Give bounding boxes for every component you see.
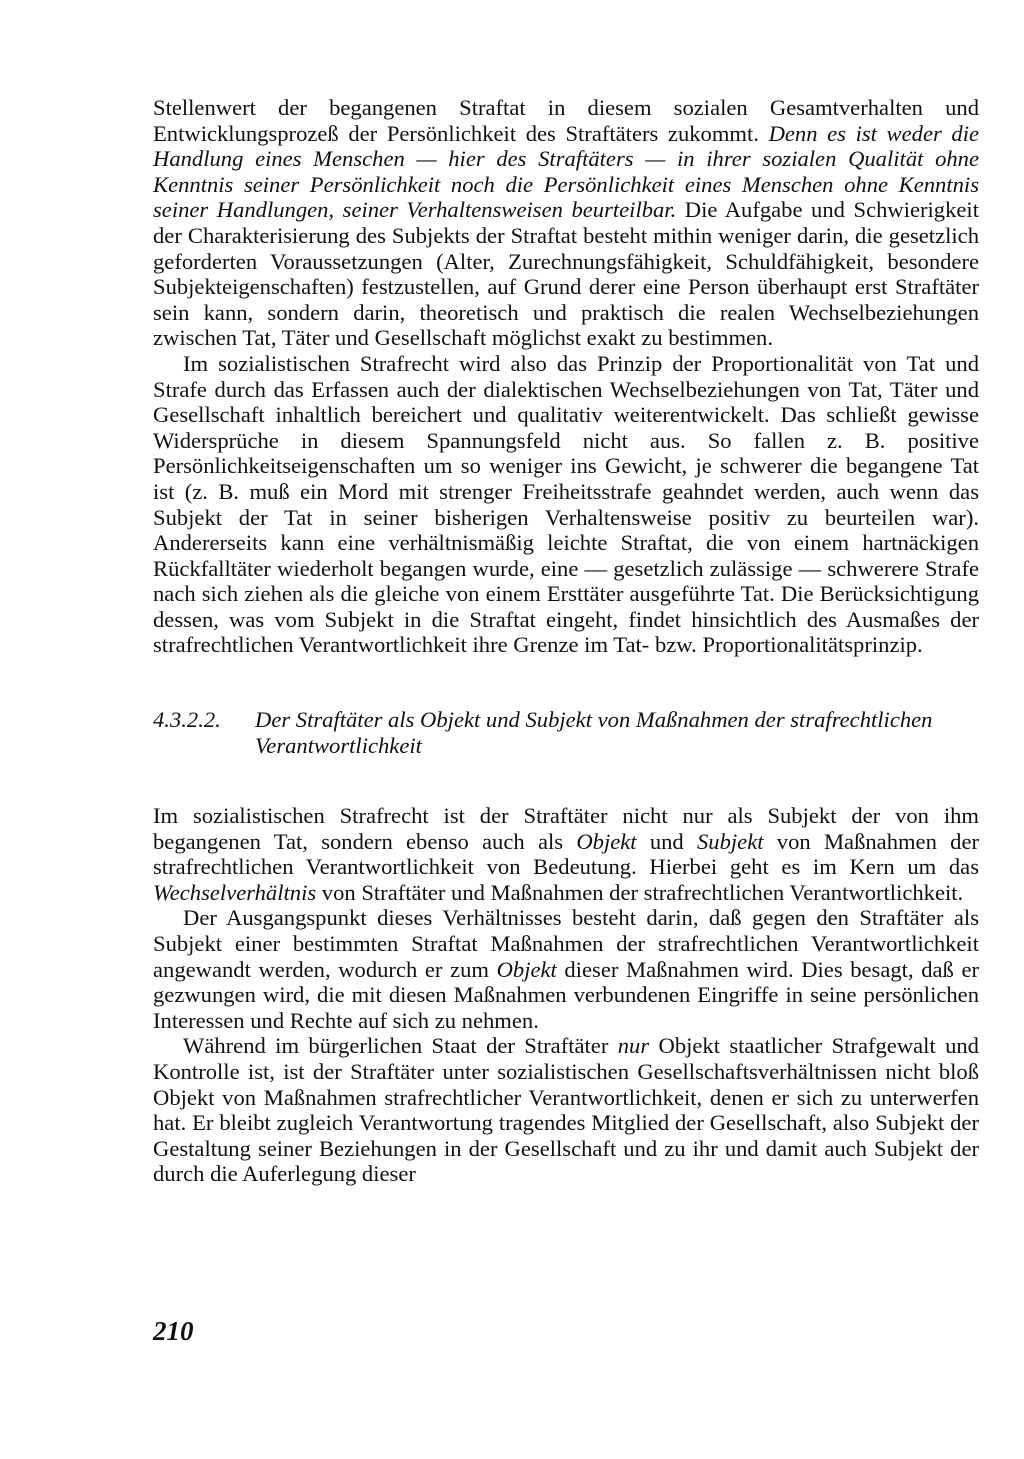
text-run: Stellenwert der begangenen Straftat in diesem sozialen Gesamtverhalten und Entwicklungsprozeß der Persönlichkeit des Straftäters zukommt. bbox=[153, 95, 979, 146]
paragraph-p3 bbox=[153, 803, 979, 905]
text-run: von Straftäter und Maßnahmen der strafrechtlichen Verantwortlichkeit. bbox=[316, 879, 964, 905]
emphasis-text: Denn es ist weder die Handlung eines Menschen — hier des Straftäters — in ihrer sozialen Qualität ohne Kenntnis seiner Persönlichkeit noch die Persönlichkeit eines Menschen ohne Kenntnis seiner Handlungen, seiner Verhaltensweisen beurteilbar. bbox=[153, 120, 979, 223]
paragraph-p5 bbox=[153, 1033, 979, 1187]
text-run: Objekt staatlicher Strafgewalt und Kontrolle ist, ist der Straftäter unter sozialistischen Gesellschaftsverhältnissen nicht bloß Objekt von Maßnahmen strafrechtlicher Verantwortlichkeit, denen er sich zu unterwerfen hat. Er bleibt zugleich Verantwortung tragendes Mitglied der Gesellschaft, also Subjekt der Gestaltung seiner Beziehungen in der Gesellschaft und zu ihr und damit auch Subjekt der durch die Auferlegung dieser bbox=[153, 1033, 979, 1187]
text-run: dieser Maßnahmen wird. Dies besagt, daß er gezwungen wird, die mit diesen Maßnahmen verbundenen Eingriffe in seine persönlichen Interessen und Rechte auf sich zu nehmen. bbox=[153, 956, 979, 1033]
text-run: Während im bürgerlichen Staat der Straftäter bbox=[183, 1033, 618, 1059]
text-run: Im sozialistischen Strafrecht wird also das Prinzip der Proportionalität von Tat und Strafe durch das Erfassen auch der dialektischen Wechselbeziehungen von Tat, Täter und Gesellschaft inhaltlich bereichert und qualitativ weiterentwickelt. Das schließt gewisse Widersprüche in diesem Spannungsfeld nicht aus. So fallen z. B. positive Persönlichkeitseigenschaften um so weniger ins Gewicht, je schwerer die begangene Tat ist (z. B. muß ein Mord mit strenger Freiheitsstrafe geahndet werden, auch wenn das Subjekt der Tat in seiner bisherigen Verhaltensweise positiv zu beurteilen war). Andererseits kann eine verhältnismäßig leichte Straftat, die von einem hartnäckigen Rückfalltäter wiederholt begangen wurde, eine — gesetzlich zulässige — schwerere Strafe nach sich ziehen als die gleiche von einem Ersttäter ausgeführte Tat. Die Berücksichtigung dessen, was vom Subjekt in die Straftat eingeht, findet hinsichtlich des Ausmaßes der strafrechtlichen Verantwortlichkeit ihre Grenze im Tat- bzw. Proportionalitätsprinzip. bbox=[153, 350, 979, 658]
paragraph-p4 bbox=[153, 905, 979, 1033]
book-page bbox=[153, 95, 979, 1187]
section-title: Der Straftäter als Objekt und Subjekt von Maßnahmen der strafrechtlichen Verantwortlichkeit bbox=[255, 707, 933, 759]
paragraph-p1 bbox=[153, 95, 979, 351]
paragraph-p2 bbox=[153, 351, 979, 658]
page-number: 210 bbox=[153, 1316, 194, 1346]
text-run: Der Ausgangspunkt dieses Verhältnisses besteht darin, daß gegen den Straftäter als Subjekt einer bestimmten Straftat Maßnahmen der strafrechtlichen Verantwortlichkeit angewandt werden, wodurch er zum bbox=[153, 905, 979, 982]
emphasis-text: Objekt bbox=[576, 828, 637, 854]
emphasis-text: Subjekt bbox=[697, 828, 764, 854]
text-run: von Maßnahmen der strafrechtlichen Verantwortlichkeit von Bedeutung. Hierbei geht es im Kern um das bbox=[153, 828, 980, 880]
emphasis-text: nur bbox=[617, 1033, 650, 1059]
body-text-bottom bbox=[153, 803, 979, 1187]
section-number: 4.3.2.2. bbox=[153, 707, 221, 733]
emphasis-text: Wechselverhältnis bbox=[153, 879, 317, 905]
text-run: Die Aufgabe und Schwierigkeit der Charakterisierung des Subjekts der Straftat besteht mithin weniger darin, die gesetzlich geforderten Voraussetzungen (Alter, Zurechnungsfähigkeit, Schuldfähigkeit, besondere Subjekteigenschaften) festzustellen, auf Grund derer eine Person überhaupt erst Straftäter sein kann, sondern darin, theoretisch und praktisch die realen Wechselbeziehungen zwischen Tat, Täter und Gesellschaft möglichst exakt zu bestimmen. bbox=[153, 197, 979, 351]
section-heading bbox=[153, 707, 979, 759]
text-run: Im sozialistischen Strafrecht ist der Straftäter nicht nur als Subjekt der von ihm begangenen Tat, sondern ebenso auch als bbox=[153, 803, 979, 854]
body-text-top bbox=[153, 95, 979, 658]
text-run: und bbox=[636, 828, 697, 854]
emphasis-text: Objekt bbox=[496, 956, 557, 982]
